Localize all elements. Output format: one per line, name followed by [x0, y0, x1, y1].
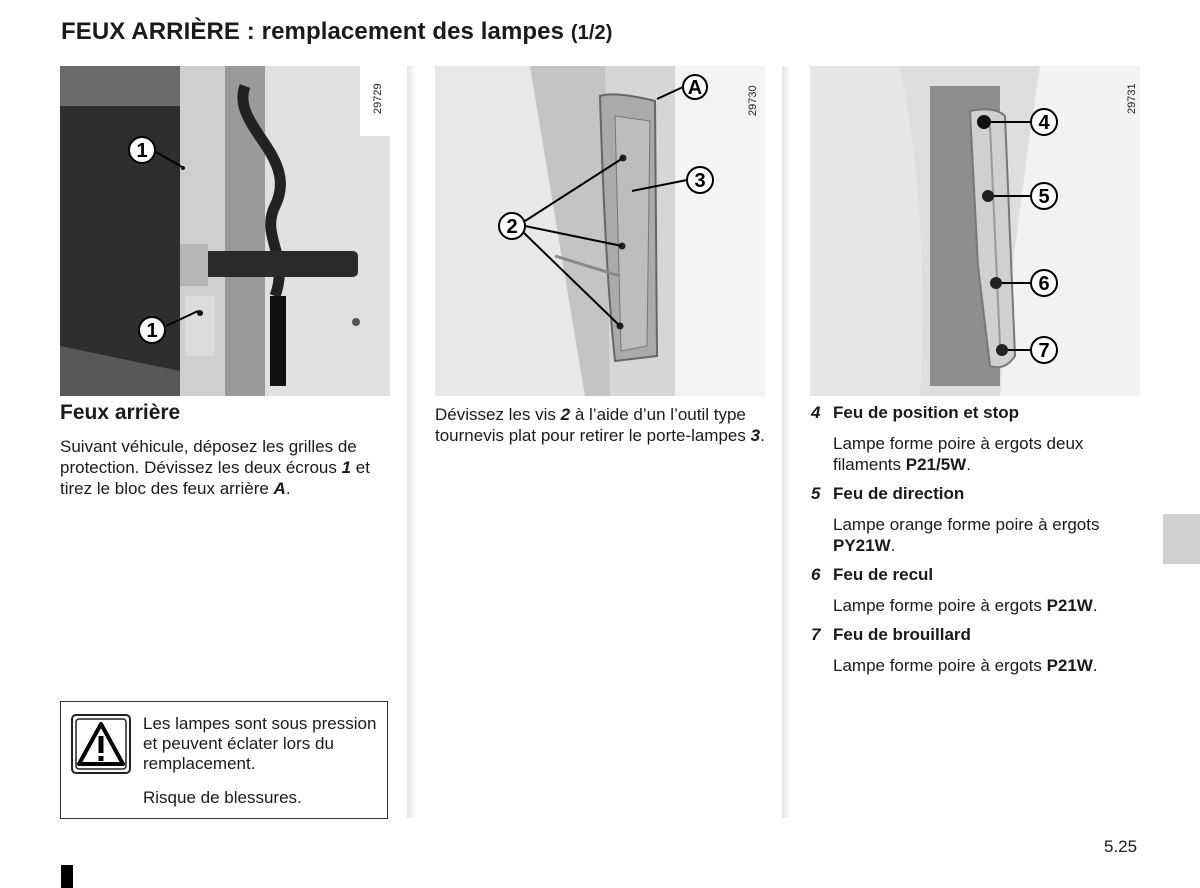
lamp-7-heading	[811, 625, 971, 645]
column-separator-1	[407, 66, 415, 818]
lamp-7-num: 7	[811, 625, 821, 644]
chapter-tab	[1163, 514, 1200, 564]
page-title-text: FEUX ARRIÈRE : remplacement des lampes	[61, 18, 565, 45]
lamp-4-desc: Lampe forme poire à ergots deux filaments	[833, 434, 1084, 474]
col2-text-b: à l’aide d’un l’outil type tournevis plat pour retirer le porte-lampes	[435, 405, 751, 445]
lamp-4-title: Feu de position et stop	[833, 403, 1020, 422]
crop-mark	[61, 865, 73, 888]
lamp-4-end: .	[966, 455, 971, 474]
col2-paragraph	[435, 404, 765, 446]
photo-door-interior	[60, 66, 390, 396]
callout-7: 7	[1038, 340, 1050, 362]
page-title-part: (1/2)	[570, 22, 613, 44]
col1-ref-A: A	[273, 479, 286, 498]
col1-paragraph	[60, 436, 392, 499]
lamp-5-code: PY21W	[833, 536, 891, 555]
callout-5: 5	[1038, 186, 1050, 208]
lamp-4-num: 4	[811, 403, 821, 422]
col2-text-a: Dévissez les vis	[435, 405, 561, 424]
warning-box	[60, 701, 388, 819]
lamp-5-title: Feu de direction	[833, 484, 965, 503]
page-number: 5.25	[1104, 837, 1138, 856]
col1-text-b: et tirez le bloc des feux arrière	[60, 458, 370, 498]
callout-1-upper: 1	[136, 140, 148, 162]
lamp-7-description	[833, 655, 1139, 676]
callout-1-lower: 1	[146, 320, 158, 342]
photo-ref-29731: 29731	[1126, 83, 1138, 114]
lamp-7-end: .	[1092, 656, 1098, 675]
lamp-6-num: 6	[811, 565, 821, 584]
warning-risk-text: Risque de blessures.	[143, 788, 302, 807]
col2-ref-3: 3	[750, 426, 761, 445]
lamp-5-num: 5	[811, 484, 821, 503]
page-title	[61, 18, 612, 46]
lamp-6-desc: Lampe forme poire à ergots	[833, 596, 1047, 615]
lamp-4-heading	[811, 403, 1019, 423]
photo-rear-light-block	[435, 66, 765, 396]
lamp-7-code: P21W	[1046, 656, 1093, 675]
col2-text-c: .	[760, 426, 765, 445]
callout-3: 3	[694, 170, 706, 192]
callout-4: 4	[1038, 112, 1050, 134]
warning-triangle-icon	[71, 714, 131, 774]
photo-lamp-holder	[810, 66, 1140, 396]
lamp-6-code: P21W	[1046, 596, 1093, 615]
column-separator-2	[782, 66, 790, 818]
lamp-6-heading	[811, 565, 933, 585]
lamp-5-end: .	[890, 536, 896, 555]
col2-ref-2: 2	[560, 405, 571, 424]
lamp-4-code: P21/5W	[905, 455, 967, 474]
lamp-6-end: .	[1092, 596, 1098, 615]
lamp-6-description	[833, 595, 1139, 616]
photo-ref-29730: 29730	[747, 85, 759, 116]
lamp-5-desc: Lampe orange forme poire à ergots	[833, 515, 1100, 534]
callout-6: 6	[1038, 273, 1050, 295]
lamp-4-description	[833, 433, 1139, 475]
lamp-5-heading	[811, 484, 964, 504]
warning-text: Les lampes sont sous pression et peuvent éclater lors du remplacement.	[143, 714, 377, 773]
lamp-5-description	[833, 514, 1139, 556]
col1-text-c: .	[285, 479, 291, 498]
lamp-6-title: Feu de recul	[833, 565, 934, 584]
col1-ref-1: 1	[341, 458, 352, 477]
lamp-7-title: Feu de brouillard	[833, 625, 971, 644]
photo-ref-29729: 29729	[372, 83, 384, 114]
callout-2: 2	[506, 216, 518, 238]
col1-text-a: Suivant véhicule, déposez les grilles de protection. Dévissez les deux écrous	[60, 437, 357, 477]
lamp-7-desc: Lampe forme poire à ergots	[833, 656, 1047, 675]
callout-A: A	[687, 77, 703, 99]
section-heading-feux-arriere: Feux arrière	[60, 401, 181, 424]
